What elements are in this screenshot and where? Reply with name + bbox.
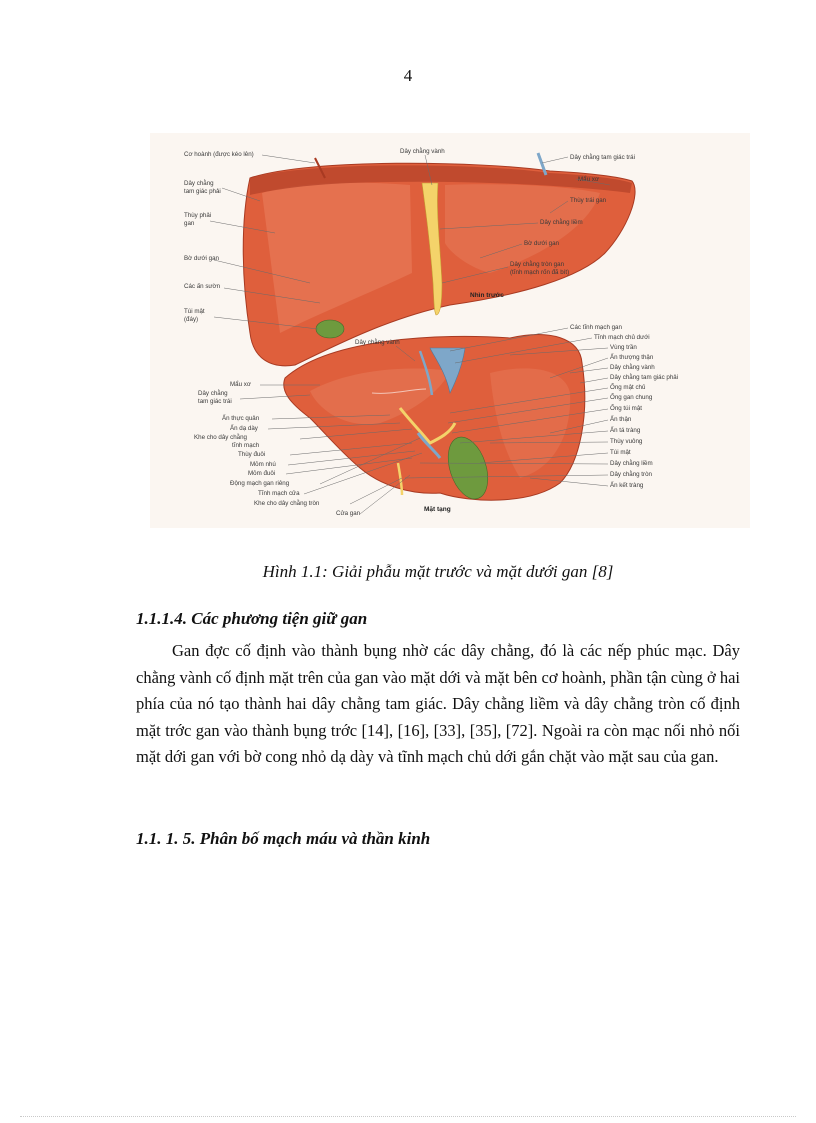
section-paragraph — [136, 638, 740, 771]
fig-label: Thùy trái gan — [570, 197, 607, 204]
fig-label: (đáy) — [184, 316, 199, 323]
fig-label: Dây chằng vành — [610, 364, 655, 371]
liver-illustration — [150, 133, 750, 528]
fig-label: Ấn dạ dày — [230, 425, 258, 432]
fig-label: Ấn thực quản — [222, 415, 260, 422]
fig-label: Dây chằng — [198, 390, 228, 397]
section-heading-1-1-1-5: 1.1. 1. 5. Phân bố mạch máu và thần kinh — [136, 829, 431, 848]
fig-label: Dây chằng tròn gan — [510, 261, 565, 268]
liver-anatomy-figure — [150, 133, 750, 528]
fig-label: gan — [184, 220, 195, 227]
fig-label: tam giác trái — [198, 398, 232, 405]
fig-label: Dây chằng tròn — [610, 471, 652, 478]
fig-label: Các tĩnh mạch gan — [570, 324, 622, 331]
fig-label: Tĩnh mạch chủ dưới — [594, 334, 650, 341]
fig-label: Mẩu xơ — [230, 381, 251, 388]
fig-label: Dây chằng — [184, 180, 214, 187]
fig-label: Mỏm đuôi — [248, 470, 276, 477]
fig-label: Bờ dưới gan — [184, 255, 219, 262]
fig-label: Các ấn sườn — [184, 283, 221, 290]
page-bottom-rule — [20, 1116, 796, 1117]
fig-label: Thùy phải — [184, 212, 212, 219]
fig-label: Túi mật — [184, 308, 205, 315]
fig-label: tam giác phải — [184, 188, 221, 195]
fig-label: Vùng trần — [610, 344, 637, 351]
figure-caption: Hình 1.1: Giải phẫu mặt trước và mặt dưới gan [8] — [262, 562, 614, 581]
fig-label: Ấn thận — [610, 416, 632, 423]
fig-label: Ấn thượng thận — [610, 354, 654, 361]
fig-label: Ấn kết tràng — [610, 482, 644, 489]
fig-label: Dây chằng liềm — [540, 219, 583, 226]
fig-label: (tĩnh mạch rốn đã bít) — [510, 269, 570, 276]
fig-label: Thùy đuôi — [238, 451, 266, 458]
fig-label: Dây chằng liềm — [610, 460, 653, 467]
fig-label: Tĩnh mạch cửa — [258, 490, 300, 497]
page-number: 4 — [403, 66, 413, 85]
section-heading-1-1-1-4: 1.1.1.4. Các phương tiện giữ gan — [136, 609, 368, 628]
fig-label-visceral: Mặt tạng — [424, 506, 451, 513]
fig-label: Dây chằng tam giác phải — [610, 374, 679, 381]
fig-label: Ống mật chủ — [610, 384, 646, 391]
fig-label: Khe cho dây chằng tròn — [254, 500, 320, 507]
fig-label: Ấn tá tràng — [610, 427, 641, 434]
fig-label: Ống túi mật — [610, 405, 642, 412]
fig-label: Khe cho dây chằng — [194, 434, 247, 441]
fig-label: tĩnh mạch — [232, 442, 260, 449]
fig-label: Mẩu xơ — [578, 176, 599, 183]
fig-label: Cơ hoành (được kéo lên) — [184, 151, 254, 158]
fig-label: Dây chằng vành — [400, 148, 445, 155]
fig-label: Cửa gan — [336, 510, 361, 517]
fig-label-front-view: Nhìn trước — [470, 292, 504, 299]
fig-label: Mỏm nhú — [250, 461, 276, 468]
fig-label: Ống gan chung — [610, 394, 653, 401]
fig-label: Túi mật — [610, 449, 631, 456]
fig-label: Thùy vuông — [610, 438, 643, 445]
body-text: Gan đợc cố định vào thành bụng nhờ các dây chằng, đó là các nếp phúc mạc. Dây chằng vành cố định mặt trên của gan vào mặt dới và mặt bên cơ hoành, phần tận cùng ở hai phía của nó tạo thành hai dây chằng tam giác. Dây chằng liềm và dây chằng tròn cố định mặt trớc gan vào thành bụng trớc [14], [16], [33], [35], [72]. Ngoài ra còn mạc nối nhỏ nối mặt dới gan với bờ cong nhỏ dạ dày và tĩnh mạch chủ dới gắn chặt vào mặt sau của gan. — [136, 641, 740, 767]
fig-label: Dây chằng vành — [355, 339, 400, 346]
fig-label: Động mạch gan riêng — [230, 480, 290, 487]
fig-label: Dây chằng tam giác trái — [570, 154, 635, 161]
fig-label: Bờ dưới gan — [524, 240, 559, 247]
gallbladder-front — [316, 320, 344, 338]
